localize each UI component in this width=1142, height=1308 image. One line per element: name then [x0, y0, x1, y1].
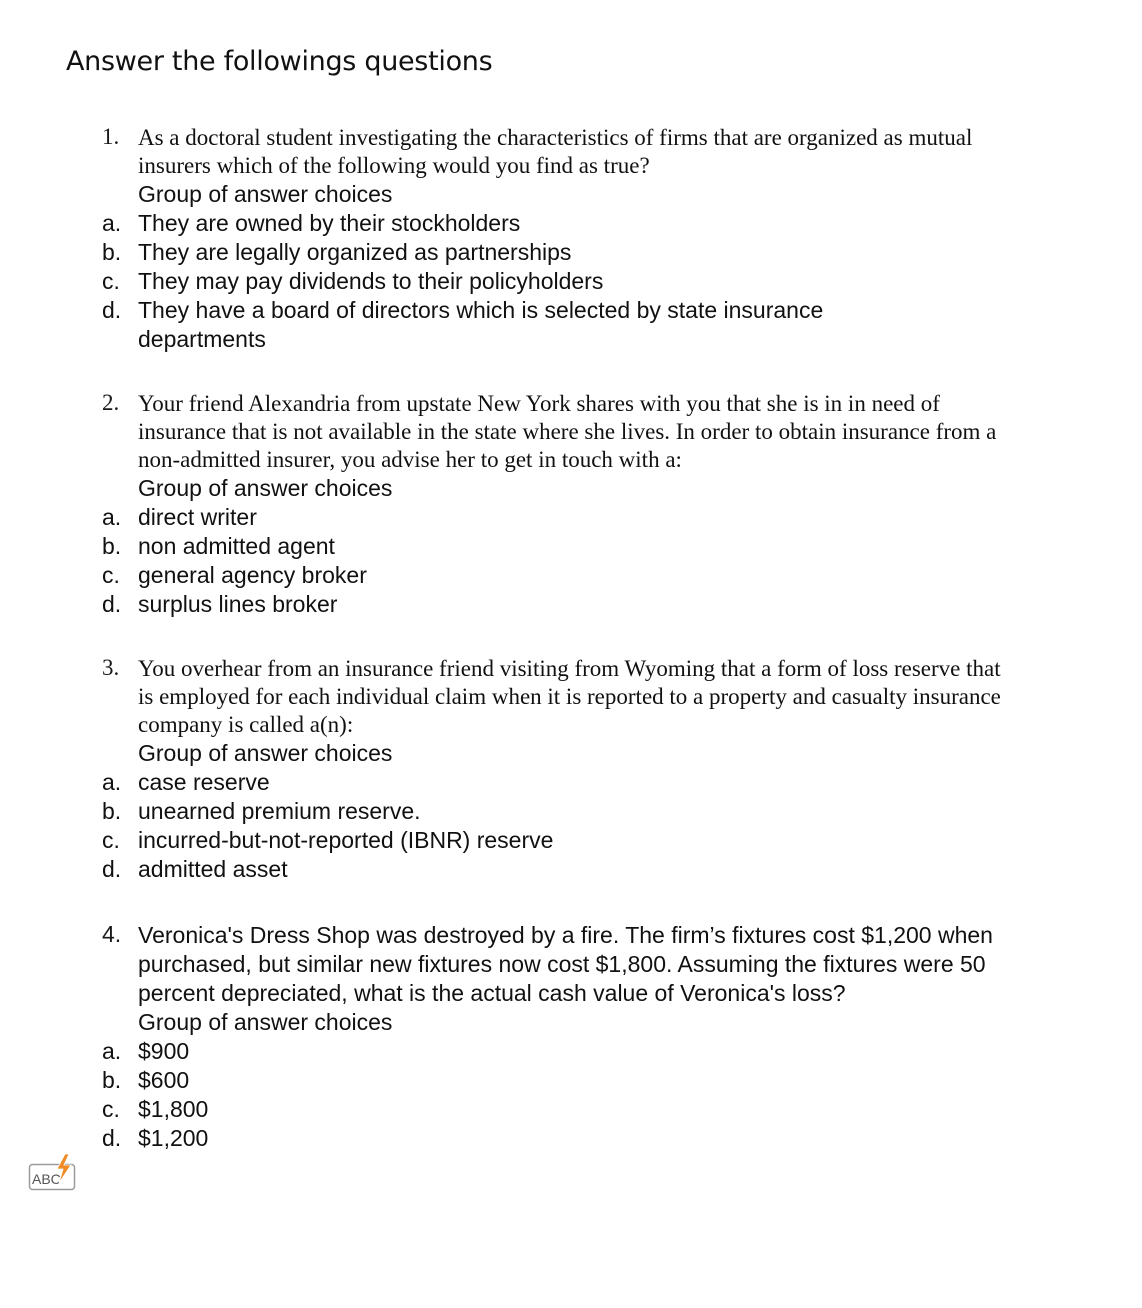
- option-a[interactable]: [0, 209, 1142, 238]
- option-a[interactable]: [0, 1037, 1142, 1066]
- question-3-prompt: [0, 655, 1142, 739]
- option-letter: b.: [102, 239, 122, 265]
- option-text: $1,200: [138, 1125, 209, 1151]
- question-text: Veronica's Dress Shop was destroyed by a fire. The firm’s fixtures cost $1,200 when purchased, but similar new fixtures now cost $1,800. Assuming the fixtures were 50 percent depreciated, what is the actual cash value of Veronica's loss?: [138, 922, 993, 1006]
- option-letter: d.: [102, 856, 122, 882]
- option-letter: b.: [102, 1067, 122, 1093]
- group-label: Group of answer choices: [138, 181, 393, 207]
- question-3: [0, 655, 1142, 884]
- option-b[interactable]: [0, 797, 1142, 826]
- spellcheck-label: ABC: [32, 1171, 61, 1187]
- option-text: $600: [138, 1067, 190, 1093]
- question-4-prompt: [0, 921, 1142, 1008]
- option-text: case reserve: [138, 769, 270, 795]
- question-2: [0, 390, 1142, 619]
- option-c[interactable]: [0, 561, 1142, 590]
- option-letter: c.: [102, 562, 120, 588]
- option-text: admitted asset: [138, 856, 288, 882]
- option-letter: a.: [102, 504, 122, 530]
- question-1: [0, 124, 1142, 354]
- option-text: direct writer: [138, 504, 257, 530]
- group-label: Group of answer choices: [138, 475, 393, 501]
- question-4: [0, 921, 1142, 1153]
- option-text: $1,800: [138, 1096, 209, 1122]
- spellcheck-icon-graphic: [28, 1152, 76, 1192]
- option-b[interactable]: [0, 532, 1142, 561]
- option-letter: c.: [102, 1096, 120, 1122]
- option-text: They are owned by their stockholders: [138, 210, 521, 236]
- question-number: 4.: [102, 921, 122, 947]
- option-text: They may pay dividends to their policyholders: [138, 268, 604, 294]
- group-label: Group of answer choices: [138, 740, 393, 766]
- option-d[interactable]: [0, 296, 1142, 354]
- option-text: They are legally organized as partnerships: [138, 239, 572, 265]
- option-text: general agency broker: [138, 562, 367, 588]
- option-c[interactable]: [0, 1095, 1142, 1124]
- option-letter: d.: [102, 1125, 122, 1151]
- option-text: They have a board of directors which is selected by state insurance departments: [138, 297, 824, 352]
- option-a[interactable]: [0, 768, 1142, 797]
- option-d[interactable]: [0, 1124, 1142, 1153]
- question-2-prompt: [0, 390, 1142, 474]
- question-number: 3.: [102, 655, 120, 680]
- question-text: Your friend Alexandria from upstate New York shares with you that she is in in need of insurance that is not available in the state where she lives. In order to obtain insurance from a non-admitted insurer, you advise her to get in touch with a:: [138, 391, 997, 472]
- question-number: 1.: [102, 124, 120, 149]
- option-text: unearned premium reserve.: [138, 798, 421, 824]
- question-number: 2.: [102, 390, 120, 415]
- page-title: Answer the followings questions: [66, 46, 493, 77]
- option-b[interactable]: [0, 238, 1142, 267]
- group-label: Group of answer choices: [138, 1009, 393, 1035]
- option-letter: a.: [102, 1038, 122, 1064]
- option-text: $900: [138, 1038, 190, 1064]
- option-c[interactable]: [0, 267, 1142, 296]
- option-letter: c.: [102, 268, 120, 294]
- option-letter: b.: [102, 798, 122, 824]
- option-a[interactable]: [0, 503, 1142, 532]
- option-letter: d.: [102, 297, 122, 323]
- option-letter: a.: [102, 210, 122, 236]
- question-text: You overhear from an insurance friend visiting from Wyoming that a form of loss reserve that is employed for each individual claim when it is reported to a property and casualty insurance company is called a(n):: [138, 656, 1001, 737]
- option-letter: c.: [102, 827, 120, 853]
- option-letter: a.: [102, 769, 122, 795]
- option-letter: b.: [102, 533, 122, 559]
- spellcheck-icon[interactable]: [28, 1152, 76, 1192]
- option-letter: d.: [102, 591, 122, 617]
- option-c[interactable]: [0, 826, 1142, 855]
- question-1-prompt: [0, 124, 1142, 180]
- option-text: incurred-but-not-reported (IBNR) reserve: [138, 827, 554, 853]
- question-text: As a doctoral student investigating the characteristics of firms that are organized as mutual insurers which of the following would you find as true?: [138, 125, 973, 178]
- option-d[interactable]: [0, 855, 1142, 884]
- option-text: non admitted agent: [138, 533, 335, 559]
- option-b[interactable]: [0, 1066, 1142, 1095]
- option-d[interactable]: [0, 590, 1142, 619]
- option-text: surplus lines broker: [138, 591, 338, 617]
